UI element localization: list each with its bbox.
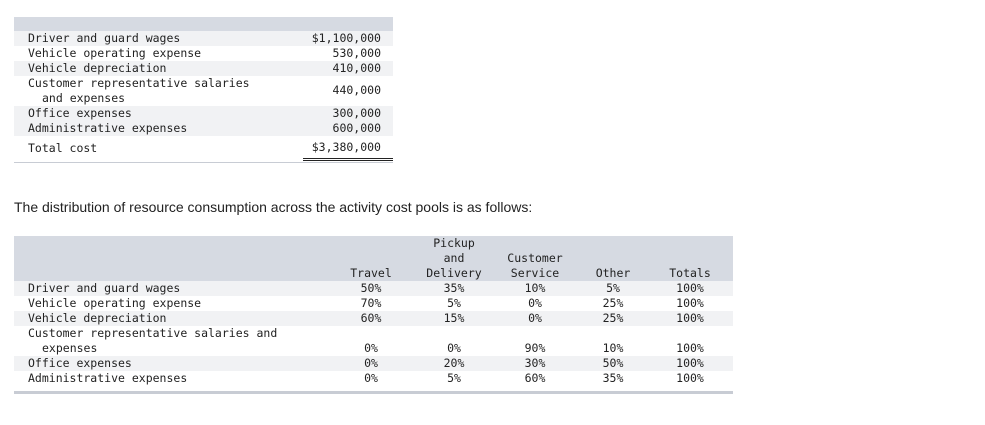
cost-amount: 440,000: [332, 83, 381, 97]
cost-amount: 600,000: [303, 121, 393, 137]
travel-pct: 0%: [364, 341, 378, 355]
header-customer-service: Customer Service: [507, 251, 563, 280]
travel-pct: 50%: [360, 281, 382, 295]
totals-pct: 100%: [676, 296, 704, 310]
row-label: Vehicle operating expense: [28, 296, 202, 310]
pickup-pct: 5%: [447, 296, 461, 310]
pickup-pct: 35%: [443, 281, 465, 295]
customer-pct: 10%: [524, 281, 546, 295]
cost-amount: 530,000: [332, 46, 381, 60]
cost-amount: $1,100,000: [311, 31, 381, 45]
cost-table: [14, 17, 393, 163]
total-amount: $3,380,000: [311, 140, 381, 154]
cost-label: Vehicle operating expense: [28, 46, 202, 60]
travel-pct: 0%: [364, 371, 378, 385]
cost-amount: 410,000: [332, 61, 381, 75]
cost-row: [14, 121, 393, 136]
cost-label-line1: Customer representative salaries: [28, 76, 250, 90]
cost-label: Administrative expenses: [28, 121, 188, 135]
customer-pct: 30%: [524, 356, 546, 370]
row-label: Driver and guard wages: [28, 281, 181, 295]
distribution-row: [14, 326, 733, 356]
header-pickup-delivery: Pickup and Delivery: [426, 236, 482, 280]
customer-pct: 90%: [524, 341, 546, 355]
travel-pct: 0%: [364, 356, 378, 370]
cost-label: [28, 76, 250, 106]
totals-pct: 100%: [676, 371, 704, 385]
other-pct: 50%: [602, 356, 624, 370]
totals-pct: 100%: [676, 311, 704, 325]
row-label: [28, 326, 277, 356]
pickup-pct: 0%: [447, 341, 461, 355]
total-label: Total cost: [28, 141, 98, 155]
pickup-pct: 5%: [447, 371, 461, 385]
cost-row: [14, 46, 393, 61]
distribution-row: [14, 371, 733, 386]
row-label-line2: expenses: [42, 341, 98, 355]
cost-total-row: [14, 136, 393, 162]
header-totals: Totals: [669, 266, 711, 280]
row-label: Office expenses: [28, 356, 132, 370]
pickup-pct: 20%: [443, 356, 465, 370]
cost-row: [14, 106, 393, 121]
customer-pct: 60%: [524, 371, 546, 385]
cost-amount: 300,000: [332, 106, 381, 120]
travel-pct: 60%: [360, 311, 382, 325]
intro-text: The distribution of resource consumption across the activity cost pools is as follows:: [14, 199, 533, 215]
pickup-pct: 15%: [443, 311, 465, 325]
customer-pct: 0%: [528, 296, 542, 310]
cost-table-header: [14, 17, 393, 31]
other-pct: 25%: [602, 311, 624, 325]
totals-pct: 100%: [676, 281, 704, 295]
cost-table-bottom-rule: [14, 162, 393, 163]
distribution-row: [14, 296, 733, 311]
distribution-table-bottom-rule: [14, 386, 733, 394]
totals-pct: 100%: [676, 356, 704, 370]
distribution-row: [14, 311, 733, 326]
cost-label: Office expenses: [28, 106, 132, 120]
header-travel: Travel: [350, 266, 392, 280]
other-pct: 35%: [602, 371, 624, 385]
customer-pct: 0%: [528, 311, 542, 325]
row-label-line1: Customer representative salaries and: [28, 326, 278, 340]
double-underline: [303, 158, 393, 161]
cost-label: Driver and guard wages: [28, 31, 181, 45]
other-pct: 10%: [602, 341, 624, 355]
distribution-row: [14, 356, 733, 371]
row-label: Vehicle depreciation: [28, 311, 167, 325]
other-pct: 5%: [606, 281, 620, 295]
distribution-row: [14, 281, 733, 296]
cost-label: Vehicle depreciation: [28, 61, 167, 75]
cost-row: [14, 31, 393, 46]
travel-pct: 70%: [360, 296, 382, 310]
totals-pct: 100%: [676, 341, 704, 355]
row-label: Administrative expenses: [28, 371, 188, 385]
cost-row: [14, 61, 393, 76]
distribution-header-row: [14, 236, 733, 281]
header-other: Other: [595, 266, 631, 280]
cost-row: [14, 76, 393, 106]
cost-label-line2: and expenses: [42, 91, 126, 105]
distribution-table: [14, 236, 733, 394]
other-pct: 25%: [602, 296, 624, 310]
